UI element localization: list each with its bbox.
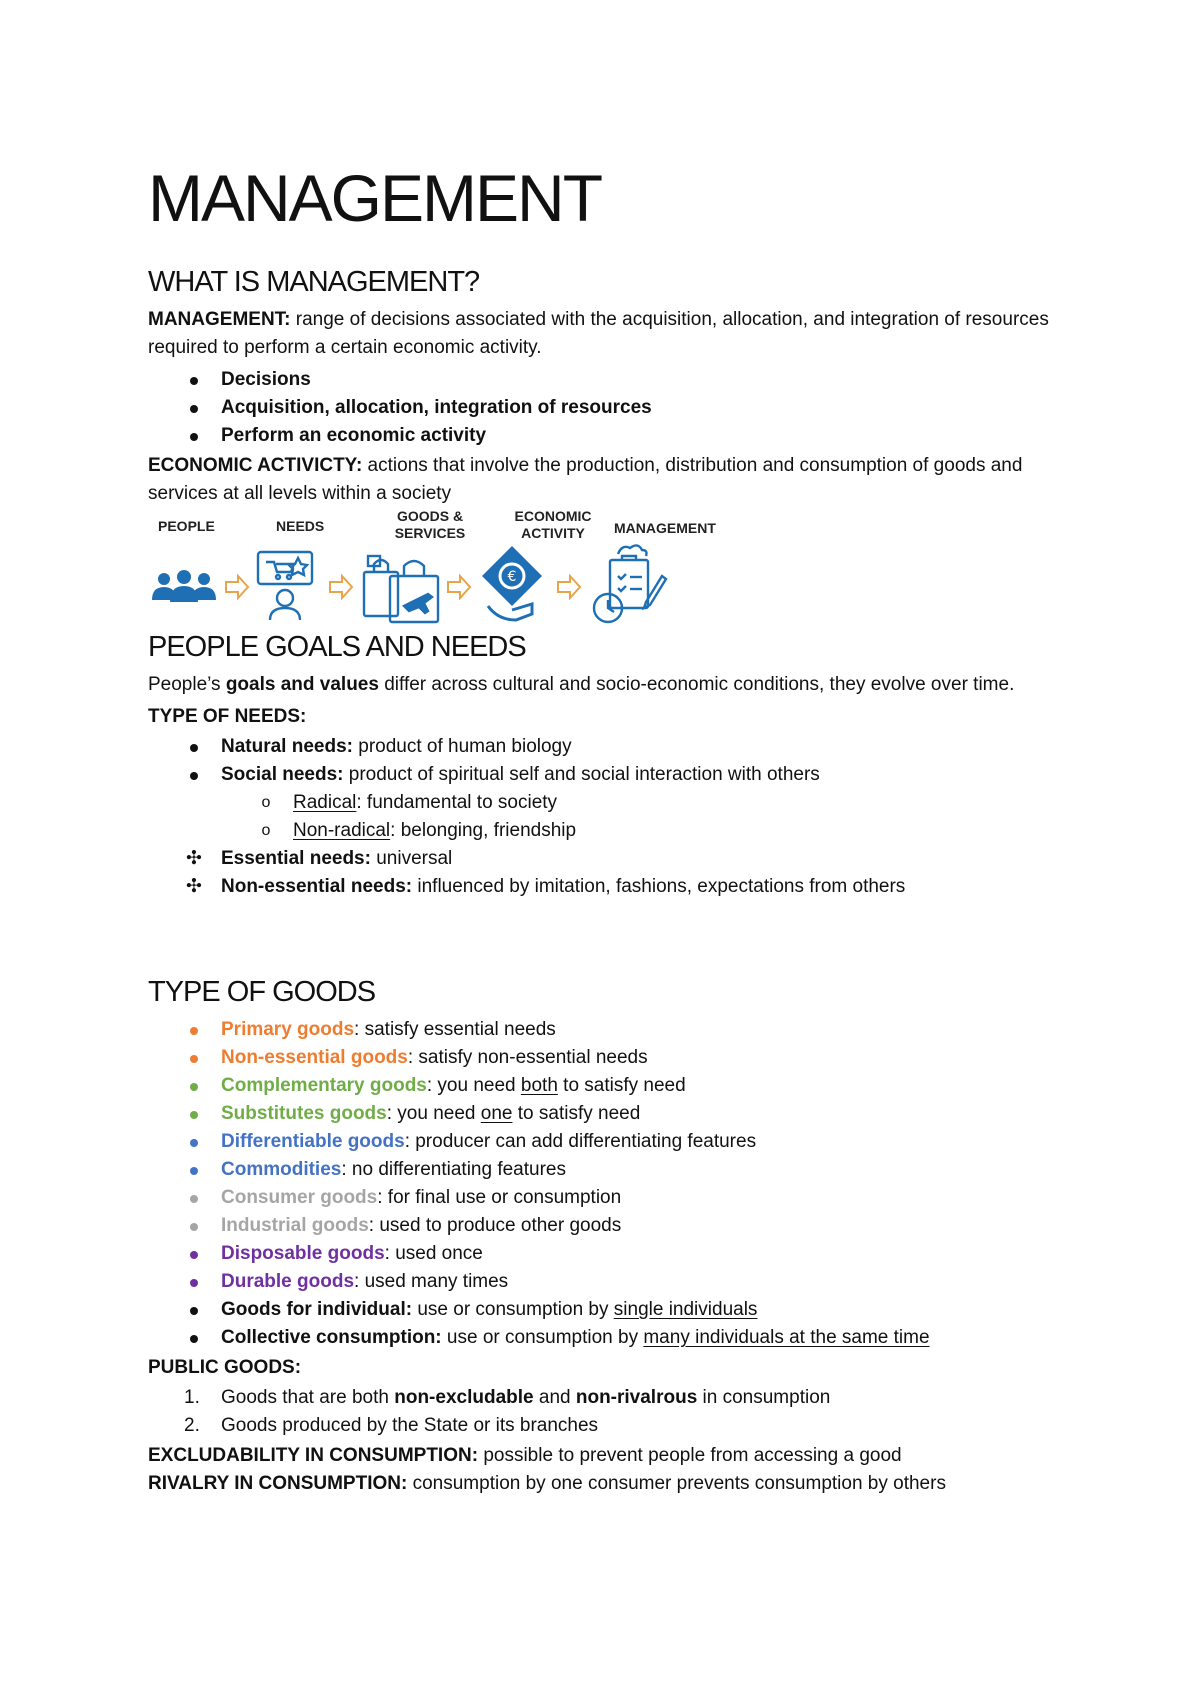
bullet-icon — [190, 1195, 198, 1203]
management-icon — [588, 544, 668, 626]
bullet-icon — [190, 1223, 198, 1231]
rivalry-definition: RIVALRY IN CONSUMPTION: consumption by one consumer prevents consumption by others — [148, 1473, 946, 1494]
bullet-icon — [190, 1055, 198, 1063]
label-management: MANAGEMENT — [614, 520, 716, 536]
bullet-icon — [190, 1083, 198, 1091]
list-item: Natural needs: product of human biology — [148, 733, 1068, 761]
bullet-icon — [190, 1139, 198, 1147]
list-item: Substitutes goods: you need one to satisfy need — [148, 1100, 1068, 1128]
section-heading: WHAT IS MANAGEMENT? — [148, 266, 480, 298]
circle-bullet-icon: o — [261, 822, 271, 839]
list-item: Industrial goods: used to produce other goods — [148, 1212, 1068, 1240]
bullet-icon — [190, 772, 198, 780]
list-item: o Non-radical: belonging, friendship — [148, 817, 1068, 845]
goods-list — [148, 1016, 1068, 1296]
bullet-icon — [190, 1335, 198, 1343]
people-icon — [150, 568, 218, 608]
type-of-needs-label: TYPE OF NEEDS: — [148, 706, 307, 727]
list-item: Non-essential goods: satisfy non-essential needs — [148, 1044, 1068, 1072]
arrow-icon — [446, 574, 472, 600]
list-item: Disposable goods: used once — [148, 1240, 1068, 1268]
goods-term: Complementary goods — [221, 1075, 427, 1096]
diamond-bullet-icon: ✣ — [186, 848, 202, 869]
management-definition — [148, 306, 1068, 508]
list-item: Commodities: no differentiating features — [148, 1156, 1068, 1184]
management-flow-infographic — [148, 508, 728, 638]
list-item: Perform an economic activity — [148, 422, 1068, 450]
bullet-icon — [190, 405, 198, 413]
social-needs-sublist — [148, 789, 1068, 845]
public-goods-label: PUBLIC GOODS: — [148, 1357, 302, 1378]
list-item: Decisions — [148, 366, 1068, 394]
list-item: Acquisition, allocation, integration of resources — [148, 394, 1068, 422]
list-item: Complementary goods: you need both to satisfy need — [148, 1072, 1068, 1100]
list-item: o Radical: fundamental to society — [148, 789, 1068, 817]
bullet-icon — [190, 1027, 198, 1035]
goods-term: Disposable goods — [221, 1243, 385, 1264]
arrow-icon — [224, 574, 250, 600]
list-item: Consumer goods: for final use or consumption — [148, 1184, 1068, 1212]
excludability-definition: EXCLUDABILITY IN CONSUMPTION: possible to prevent people from accessing a good — [148, 1445, 902, 1466]
section-people-goals — [148, 631, 1068, 664]
essential-needs-list — [148, 845, 1068, 901]
bullet-icon — [190, 744, 198, 752]
svg-text:€: € — [507, 569, 517, 585]
page-title: MANAGEMENT — [148, 161, 602, 235]
section-heading: PEOPLE GOALS AND NEEDS — [148, 631, 526, 663]
management-bullets — [148, 366, 1068, 450]
list-item: Collective consumption: use or consumption by many individuals at the same time — [148, 1324, 1068, 1352]
list-item: Primary goods: satisfy essential needs — [148, 1016, 1068, 1044]
people-goals-body — [148, 671, 1068, 901]
list-item: Differentiable goods: producer can add differentiating features — [148, 1128, 1068, 1156]
goods-term: Non-essential goods — [221, 1047, 408, 1068]
bullet-icon — [190, 1251, 198, 1259]
section-type-of-goods — [148, 976, 1068, 1009]
list-item: Goods for individual: use or consumption by single individuals — [148, 1296, 1068, 1324]
list-item: 2. Goods produced by the State or its branches — [184, 1415, 599, 1436]
list-item: 1. Goods that are both non-excludable and non-rivalrous in consumption — [184, 1387, 831, 1408]
bullet-icon — [190, 1111, 198, 1119]
list-item: Durable goods: used many times — [148, 1268, 1068, 1296]
label-needs: NEEDS — [276, 518, 325, 534]
goods-term: Differentiable goods — [221, 1131, 405, 1152]
bullet-icon — [190, 433, 198, 441]
goods-term: Industrial goods — [221, 1215, 369, 1236]
arrow-icon — [328, 574, 354, 600]
diamond-bullet-icon: ✣ — [186, 876, 202, 897]
goods-term: Commodities — [221, 1159, 342, 1180]
goods-services-icon — [360, 550, 444, 626]
goods-term: Primary goods — [221, 1019, 355, 1040]
bullet-icon — [190, 1167, 198, 1175]
section-heading: TYPE OF GOODS — [148, 976, 376, 1008]
goods-term: Durable goods — [221, 1271, 355, 1292]
label-goods-services: GOODS & SERVICES — [394, 508, 466, 541]
list-item: ✣ Non-essential needs: influenced by imitation, fashions, expectations from others — [148, 873, 1068, 901]
goods-term: Substitutes goods — [221, 1103, 387, 1124]
bullet-icon — [190, 1279, 198, 1287]
circle-bullet-icon: o — [261, 794, 271, 811]
needs-icon — [252, 548, 318, 622]
def-term: MANAGEMENT: — [148, 309, 291, 330]
economic-activity-definition: ECONOMIC ACTIVICTY: actions that involve the production, distribution and consumption of goods and services at all levels within a society — [148, 455, 1023, 504]
consumption-list — [148, 1296, 1068, 1352]
public-goods-list — [148, 1384, 1068, 1440]
goals-intro: People’s goals and values differ across cultural and socio-economic conditions, they evolve over time. — [148, 674, 1015, 695]
list-item: Social needs: product of spiritual self and social interaction with others — [148, 761, 1068, 789]
bullet-icon — [190, 1307, 198, 1315]
goods-body — [148, 1016, 1068, 1498]
label-economic-activity: ECONOMIC ACTIVITY — [514, 508, 592, 541]
list-item: ✣ Essential needs: universal — [148, 845, 1068, 873]
label-people: PEOPLE — [158, 518, 215, 534]
goods-term: Consumer goods — [221, 1187, 378, 1208]
economic-activity-icon — [478, 544, 546, 624]
needs-list — [148, 733, 1068, 789]
section-what-is-management — [148, 266, 1068, 299]
bullet-icon — [190, 377, 198, 385]
arrow-icon — [556, 574, 582, 600]
def-text: range of decisions associated with the acquisition, allocation, and integration of resources required to perform a certain economic activity. — [148, 309, 1049, 358]
